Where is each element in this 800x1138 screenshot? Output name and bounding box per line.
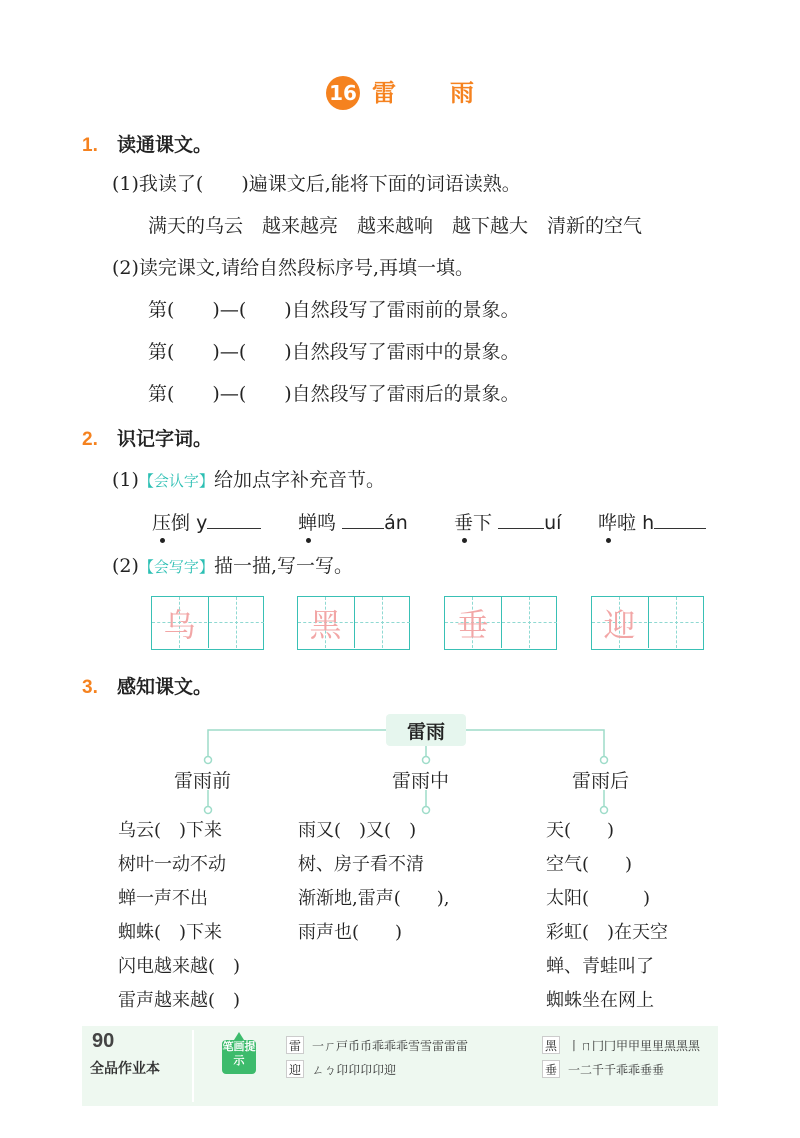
list-item[interactable]: 雷声越来越( ) [118, 990, 241, 1011]
branch-before: 雷雨前 [174, 770, 232, 792]
section-title: 识记字词。 [116, 428, 212, 450]
stroke-sequence: 丨ㄇ冂冂甲甲里里黑黑黑 [568, 1038, 701, 1053]
pinyin-word: 压倒 [152, 512, 191, 534]
list-item: 蜘蛛坐在网上 [546, 990, 654, 1011]
list-item: 蝉、青蛙叫了 [546, 956, 654, 977]
stroke-hint-label: 笔画提示 [222, 1040, 256, 1074]
tag-write: 【会写字】 [138, 558, 214, 576]
question-prefix: (1) [112, 469, 139, 491]
pinyin-word: 蝉鸣 [298, 512, 337, 534]
list-item[interactable]: 渐渐地,雷声( ), [298, 888, 450, 909]
list-item: 蝉一声不出 [118, 888, 208, 909]
section-number: 3. [82, 677, 98, 698]
branch-during: 雷雨中 [392, 770, 450, 792]
lesson-number-badge: 16 [326, 76, 360, 110]
trace-char: 黑 [309, 605, 342, 644]
list-item[interactable]: 乌云( )下来 [118, 820, 223, 841]
pinyin-word: 哗啦 [598, 512, 637, 534]
page-number: 90 [92, 1030, 115, 1052]
stroke-char: 黑 [542, 1036, 560, 1054]
section-number: 2. [82, 429, 98, 450]
list-item[interactable]: 雨又( )又( ) [298, 820, 417, 841]
trace-char: 迎 [603, 605, 636, 644]
list-item: 树、房子看不清 [298, 854, 424, 875]
stroke-row [542, 1036, 700, 1054]
list-item[interactable]: 天( ) [546, 820, 615, 841]
stroke-row [542, 1060, 664, 1078]
question-text: 描一描,写一写。 [213, 555, 353, 577]
fill-line-2[interactable]: 第( )—( )自然段写了雷雨中的景象。 [148, 341, 520, 363]
book-title: 全品作业本 [90, 1061, 160, 1077]
stroke-char: 迎 [286, 1060, 304, 1078]
footer-divider [192, 1030, 194, 1102]
pinyin-hint: y [196, 512, 208, 534]
question-1-1: (1)我读了( )遍课文后,能将下面的词语读熟。 [112, 173, 521, 195]
list-item[interactable]: 闪电越来越( ) [118, 956, 241, 977]
question-1-2: (2)读完课文,请给自然段标序号,再填一填。 [112, 257, 474, 279]
list-item[interactable]: 空气( ) [546, 854, 633, 875]
lesson-title: 雷雨 [372, 79, 528, 107]
question-prefix: (2) [112, 555, 139, 577]
list-item[interactable]: 彩虹( )在天空 [546, 922, 669, 943]
hint-arrow-icon [234, 1032, 244, 1040]
section-title: 读通课文。 [116, 134, 212, 156]
branch-after: 雷雨后 [572, 770, 630, 792]
section-title: 感知课文。 [116, 676, 212, 698]
question-text: 给加点字补充音节。 [213, 469, 385, 491]
list-item[interactable]: 雨声也( ) [298, 922, 403, 943]
stroke-char: 雷 [286, 1036, 304, 1054]
before-list [118, 814, 240, 1018]
tree-root: 雷雨 [386, 714, 466, 746]
pinyin-hint: uí [544, 512, 562, 534]
pinyin-hint: án [384, 512, 408, 534]
list-item[interactable]: 蜘蛛( )下来 [118, 922, 223, 943]
after-list [546, 814, 668, 1018]
fill-line-1[interactable]: 第( )—( )自然段写了雷雨前的景象。 [148, 299, 520, 321]
trace-char: 垂 [456, 605, 489, 644]
pinyin-word: 垂下 [454, 512, 493, 534]
stroke-sequence: 一二千千乖乖垂垂 [568, 1062, 665, 1077]
stroke-char: 垂 [542, 1060, 560, 1078]
list-item[interactable]: 太阳( ) [546, 888, 651, 909]
section-number: 1. [82, 135, 98, 156]
list-item: 树叶一动不动 [118, 854, 226, 875]
stroke-row [286, 1036, 468, 1054]
stroke-sequence: ㄥㄅ卬卬卬卬迎 [312, 1062, 397, 1077]
pinyin-hint: h [642, 512, 655, 534]
fill-line-3[interactable]: 第( )—( )自然段写了雷雨后的景象。 [148, 383, 520, 405]
stroke-sequence: 一ㄏ戸币币乖乖乖雪雪雷雷雷 [312, 1038, 469, 1053]
during-list [298, 814, 450, 950]
word-list: 满天的乌云 越来越亮 越来越响 越下越大 清新的空气 [148, 215, 643, 237]
tag-recognize: 【会认字】 [138, 472, 214, 490]
trace-char: 乌 [163, 605, 196, 644]
stroke-row [286, 1060, 396, 1078]
